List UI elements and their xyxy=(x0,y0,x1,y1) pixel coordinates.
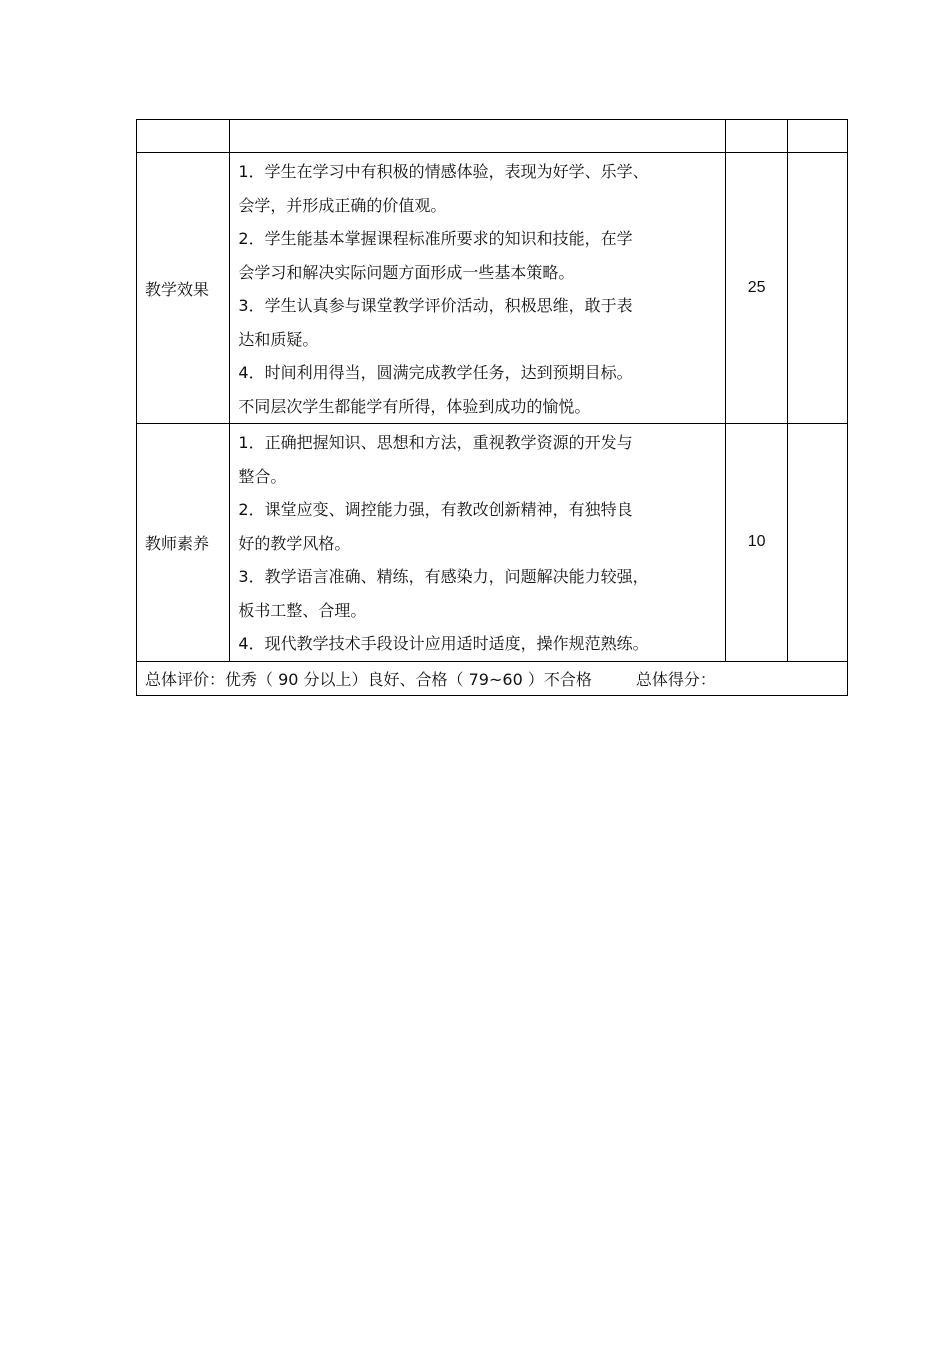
criteria-line: 板书工整、合理。 xyxy=(238,600,367,620)
criteria-line: 3．学生认真参与课堂教学评价活动，积极思维，敢于表 xyxy=(238,296,633,315)
total-score-label: 总体得分： xyxy=(635,669,716,689)
criteria-line: 整合。 xyxy=(238,466,287,486)
criteria-line: 好的教学风格。 xyxy=(238,533,351,553)
criteria-cell xyxy=(230,153,726,424)
header-cell-description xyxy=(230,120,726,153)
criteria-line: 3．教学语言准确、精练，有感染力，问题解决能力较强， xyxy=(238,567,649,586)
header-cell-score xyxy=(726,120,787,153)
criteria-line: 2．课堂应变、调控能力强，有教改创新精神，有独特良 xyxy=(238,500,633,519)
criteria-line: 会学习和解决实际问题方面形成一些基本策略。 xyxy=(238,262,575,282)
category-cell: 教学效果 xyxy=(137,153,230,424)
summary-cell xyxy=(137,661,848,695)
criteria-line: 1．学生在学习中有积极的情感体验，表现为好学、乐学、 xyxy=(238,162,649,181)
criteria-line: 1．正确把握知识、思想和方法，重视教学资源的开发与 xyxy=(238,433,633,452)
header-cell-obtained xyxy=(787,120,847,153)
table-row-teaching-effect xyxy=(137,153,848,424)
max-score-cell: 10 xyxy=(726,424,787,662)
max-score-cell: 25 xyxy=(726,153,787,424)
criteria-line: 不同层次学生都能学有所得，体验到成功的愉悦。 xyxy=(238,396,591,416)
criteria-line: 4．时间利用得当，圆满完成教学任务，达到预期目标。 xyxy=(238,363,633,382)
header-cell-category xyxy=(137,120,230,153)
table-row-teacher-quality xyxy=(137,424,848,662)
evaluation-table xyxy=(136,119,848,696)
criteria-line: 达和质疑。 xyxy=(238,329,319,349)
criteria-line: 4．现代教学技术手段设计应用适时适度，操作规范熟练。 xyxy=(238,634,649,653)
table-header-row xyxy=(137,120,848,153)
obtained-score-cell xyxy=(787,424,847,662)
criteria-line: 会学，并形成正确的价值观。 xyxy=(238,195,447,215)
obtained-score-cell xyxy=(787,153,847,424)
category-cell: 教师素养 xyxy=(137,424,230,662)
overall-evaluation-text: 总体评价：优秀（ 90 分以上）良好、合格（ 79~60 ）不合格 xyxy=(145,669,592,689)
criteria-cell xyxy=(230,424,726,662)
table-summary-row xyxy=(137,661,848,695)
criteria-line: 2．学生能基本掌握课程标准所要求的知识和技能，在学 xyxy=(238,229,633,248)
